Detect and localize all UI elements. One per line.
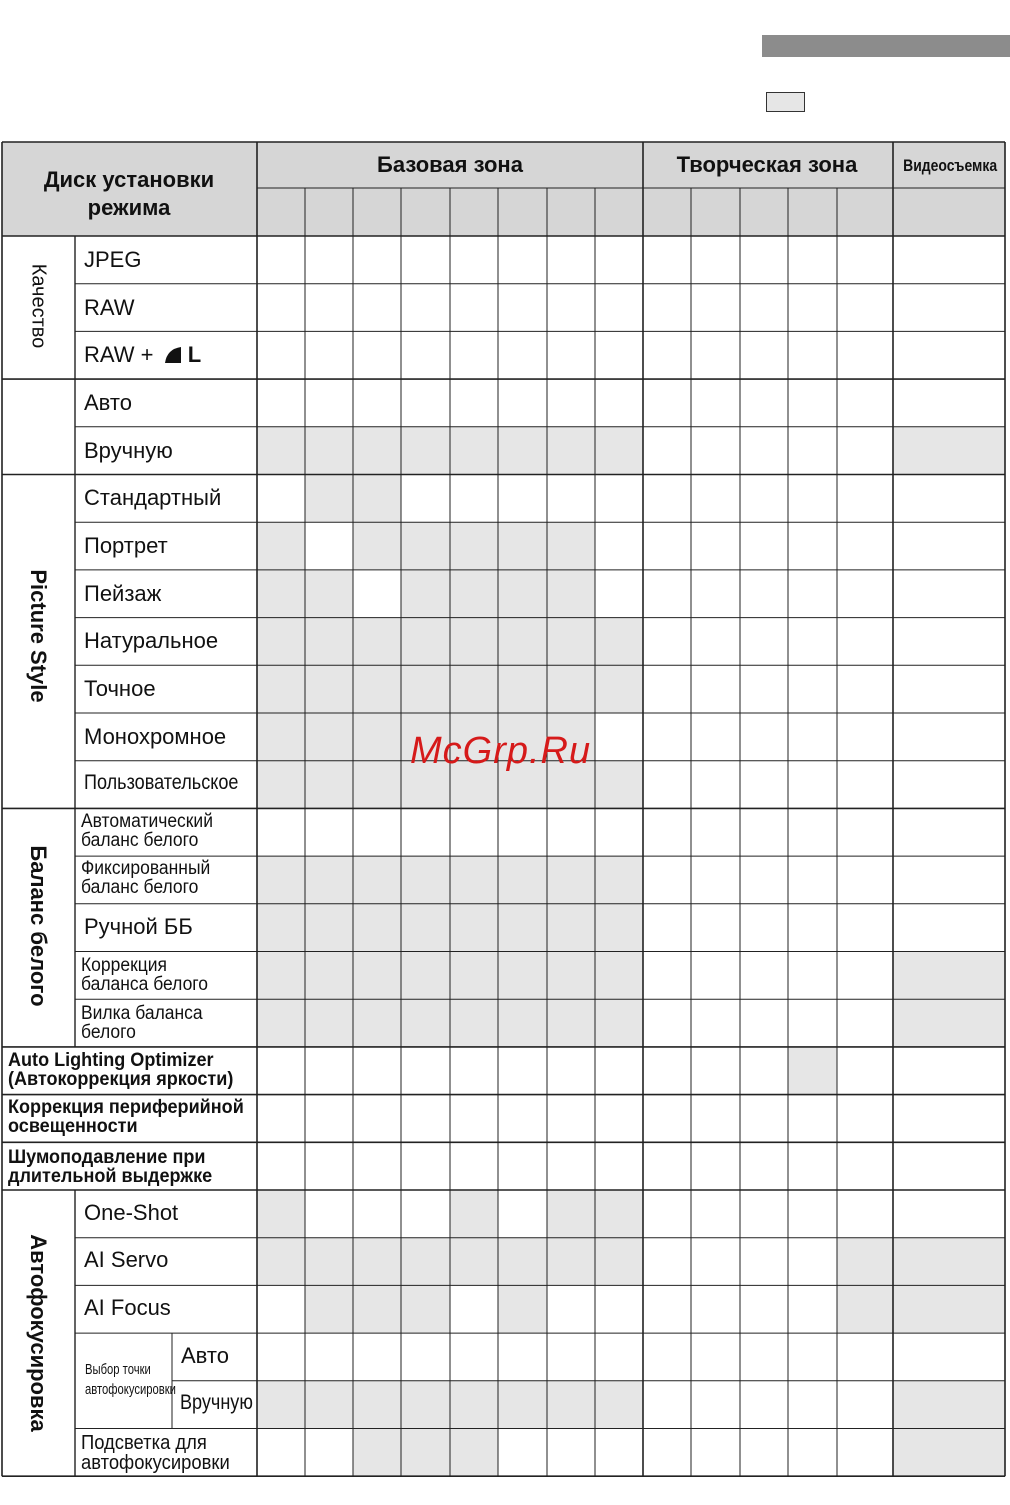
row-wb-bracketing — [81, 1004, 203, 1042]
shaded-cell — [595, 904, 643, 952]
shaded-cell — [498, 1238, 547, 1286]
row-awb-line2: баланс белого — [81, 830, 199, 851]
shaded-cell — [257, 618, 305, 666]
shaded-cell — [305, 427, 353, 475]
shaded-cell — [353, 713, 401, 761]
shaded-cell — [401, 999, 450, 1047]
movie-header: Видеосъемка — [903, 156, 998, 175]
shaded-cell — [353, 1429, 401, 1477]
shaded-cell — [305, 1238, 353, 1286]
shaded-cell — [893, 1381, 1005, 1429]
row-user-defined: Пользовательское — [84, 771, 239, 794]
group-picture-style: Picture Style — [26, 569, 51, 703]
row-preset-wb-line1: Фиксированный — [81, 858, 211, 879]
shaded-cell — [893, 1429, 1005, 1477]
row-alo — [8, 1051, 233, 1089]
shaded-cell — [401, 570, 450, 618]
row-noise-reduction-line2: длительной выдержке — [8, 1166, 213, 1187]
shaded-cell — [450, 999, 498, 1047]
shaded-cell — [498, 427, 547, 475]
row-awb — [81, 812, 213, 850]
shaded-cell — [498, 999, 547, 1047]
shaded-cell — [450, 1190, 498, 1238]
row-standard: Стандартный — [84, 485, 222, 510]
row-natural: Натуральное — [84, 628, 219, 653]
row-peripheral-line1: Коррекция периферийной — [8, 1097, 244, 1118]
shaded-cell — [450, 427, 498, 475]
shaded-cell — [595, 1238, 643, 1286]
shaded-cell — [305, 713, 353, 761]
row-awb-line1: Автоматический — [81, 811, 213, 832]
size-l-label: L — [187, 342, 202, 367]
group-autofocus: Автофокусировка — [26, 1234, 51, 1432]
shaded-cell — [305, 761, 353, 809]
shaded-cell — [401, 522, 450, 570]
shaded-cell — [401, 618, 450, 666]
shaded-cell — [353, 761, 401, 809]
row-ai-focus: AI Focus — [84, 1295, 171, 1320]
dial-header-line2: режима — [87, 195, 171, 220]
shaded-cell — [547, 952, 595, 1000]
row-custom-wb: Ручной ББ — [84, 914, 193, 939]
shaded-cell — [595, 952, 643, 1000]
shaded-cell — [547, 522, 595, 570]
shaded-cell — [450, 570, 498, 618]
shaded-cell — [353, 856, 401, 904]
shaded-cell — [401, 1238, 450, 1286]
row-portrait: Портрет — [84, 533, 168, 558]
group-white-balance: Баланс белого — [26, 845, 51, 1007]
shaded-cell — [305, 618, 353, 666]
group-quality: Качество — [27, 263, 50, 349]
shaded-cell — [893, 1285, 1005, 1333]
shaded-cell — [547, 1381, 595, 1429]
shaded-cell — [450, 1429, 498, 1477]
shaded-cell — [547, 570, 595, 618]
shaded-cell — [547, 665, 595, 713]
shaded-cell — [498, 952, 547, 1000]
shaded-cell — [498, 522, 547, 570]
shaded-cell — [353, 999, 401, 1047]
shaded-cell — [788, 1047, 837, 1095]
shaded-cell — [595, 761, 643, 809]
row-wb-correction-line2: баланса белого — [81, 974, 209, 995]
shaded-cell — [257, 999, 305, 1047]
shaded-cell — [450, 618, 498, 666]
row-ai-servo: AI Servo — [84, 1247, 169, 1272]
row-wb-correction — [81, 956, 208, 994]
shaded-cell — [353, 522, 401, 570]
shaded-cell — [257, 1381, 305, 1429]
shaded-cell — [257, 570, 305, 618]
shaded-cell — [401, 1285, 450, 1333]
shaded-cell — [547, 999, 595, 1047]
shaded-cell — [353, 1285, 401, 1333]
shaded-cell — [401, 904, 450, 952]
shaded-cell — [257, 856, 305, 904]
shaded-cell — [305, 952, 353, 1000]
dial-header — [2, 166, 256, 222]
row-alo-line2: (Автокоррекция яркости) — [8, 1069, 234, 1090]
shaded-cell — [257, 1238, 305, 1286]
shaded-cell — [893, 999, 1005, 1047]
row-preset-wb — [81, 859, 210, 897]
row-preset-wb-line2: баланс белого — [81, 877, 199, 898]
shaded-cell — [305, 665, 353, 713]
shaded-cell — [305, 904, 353, 952]
shaded-cell — [401, 1429, 450, 1477]
af-point-selection-line2: автофокусировки — [85, 1381, 176, 1398]
row-wb-bracketing-line2: белого — [81, 1022, 136, 1043]
shaded-cell — [547, 856, 595, 904]
shaded-cell — [547, 1190, 595, 1238]
shaded-cell — [893, 427, 1005, 475]
row-af-point-auto: Авто — [181, 1343, 229, 1368]
row-manual: Вручную — [84, 438, 173, 463]
shaded-cell — [450, 522, 498, 570]
shaded-cell — [498, 1381, 547, 1429]
shaded-cell — [401, 427, 450, 475]
shaded-cell — [305, 1285, 353, 1333]
shaded-cell — [893, 1238, 1005, 1286]
shaded-cell — [353, 904, 401, 952]
quality-fine-icon — [164, 346, 182, 364]
shaded-cell — [305, 1381, 353, 1429]
row-af-point-manual: Вручную — [180, 1391, 253, 1414]
shaded-cell — [305, 570, 353, 618]
row-noise-reduction — [8, 1148, 212, 1186]
shaded-cell — [257, 1190, 305, 1238]
shaded-cell — [595, 427, 643, 475]
shaded-cell — [595, 1381, 643, 1429]
shaded-cell — [547, 1238, 595, 1286]
shaded-cell — [257, 952, 305, 1000]
shaded-cell — [837, 1238, 893, 1286]
row-peripheral-line2: освещенности — [8, 1116, 138, 1137]
row-noise-reduction-line1: Шумоподавление при — [8, 1147, 206, 1168]
shaded-cell — [305, 475, 353, 523]
row-monochrome: Монохромное — [84, 724, 227, 749]
row-alo-line1: Auto Lighting Optimizer — [8, 1050, 214, 1071]
shaded-cell — [450, 665, 498, 713]
row-af-assist — [81, 1433, 230, 1473]
shaded-cell — [595, 1190, 643, 1238]
shaded-cell — [353, 1381, 401, 1429]
af-point-selection — [85, 1360, 176, 1400]
shaded-cell — [893, 952, 1005, 1000]
shaded-cell — [401, 1381, 450, 1429]
shaded-cell — [257, 904, 305, 952]
row-jpeg: JPEG — [84, 247, 142, 272]
shaded-cell — [353, 1238, 401, 1286]
shaded-cell — [450, 856, 498, 904]
shaded-cell — [498, 665, 547, 713]
row-wb-correction-line1: Коррекция — [81, 955, 167, 976]
row-auto: Авто — [84, 390, 132, 415]
shaded-cell — [498, 570, 547, 618]
shaded-cell — [305, 999, 353, 1047]
shaded-cell — [353, 427, 401, 475]
shaded-cell — [257, 522, 305, 570]
shaded-cell — [498, 856, 547, 904]
row-landscape: Пейзаж — [84, 581, 162, 606]
shaded-cell — [547, 618, 595, 666]
raw-plus-label: RAW + — [84, 342, 154, 367]
row-wb-bracketing-line1: Вилка баланса — [81, 1003, 203, 1024]
shaded-cell — [257, 427, 305, 475]
shaded-cell — [547, 904, 595, 952]
row-one-shot: One-Shot — [84, 1200, 179, 1225]
shaded-cell — [595, 999, 643, 1047]
shaded-cell — [401, 665, 450, 713]
shaded-cell — [595, 856, 643, 904]
shaded-cell — [257, 761, 305, 809]
shaded-cell — [353, 952, 401, 1000]
basic-zone-header: Базовая зона — [377, 152, 523, 177]
row-peripheral — [8, 1098, 244, 1136]
shaded-cell — [353, 665, 401, 713]
shaded-cell — [257, 665, 305, 713]
creative-zone-header: Творческая зона — [676, 152, 858, 177]
shaded-cell — [595, 665, 643, 713]
shaded-cell — [498, 618, 547, 666]
af-point-selection-line1: Выбор точки — [85, 1361, 151, 1378]
shaded-cell — [450, 1238, 498, 1286]
shaded-cell — [498, 904, 547, 952]
shaded-cell — [305, 856, 353, 904]
shaded-cell — [595, 618, 643, 666]
shaded-cell — [450, 904, 498, 952]
row-af-assist-line2: автофокусировки — [81, 1452, 230, 1474]
shaded-cell — [257, 713, 305, 761]
shaded-cell — [401, 856, 450, 904]
shaded-cell — [547, 427, 595, 475]
shaded-cell — [401, 952, 450, 1000]
shaded-cell — [450, 1381, 498, 1429]
shaded-cell — [498, 1285, 547, 1333]
dial-header-line1: Диск установки — [43, 167, 215, 192]
shaded-cell — [837, 1285, 893, 1333]
shaded-cell — [353, 618, 401, 666]
row-raw-plus-l — [84, 342, 201, 368]
shaded-cell — [353, 475, 401, 523]
watermark: McGrp.Ru — [410, 730, 592, 772]
shaded-cell — [450, 952, 498, 1000]
row-af-assist-line1: Подсветка для — [81, 1432, 207, 1454]
row-raw: RAW — [84, 295, 135, 320]
row-faithful: Точное — [84, 676, 156, 701]
